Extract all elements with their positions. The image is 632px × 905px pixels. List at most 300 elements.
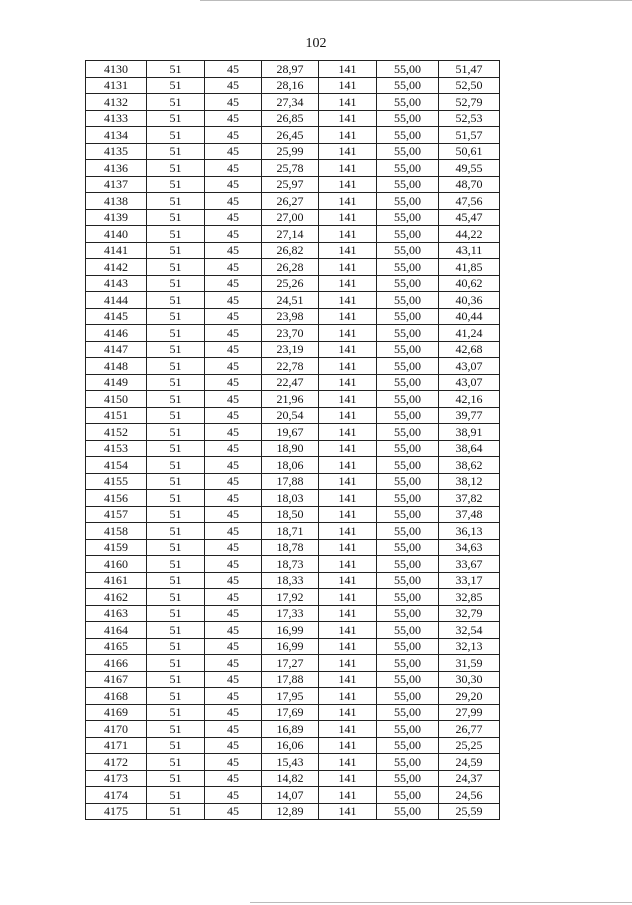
table-cell: 45 <box>205 737 262 754</box>
table-cell: 51 <box>147 638 205 655</box>
table-cell: 55,00 <box>377 292 439 309</box>
table-cell: 51 <box>147 160 205 177</box>
table-cell: 4137 <box>86 176 147 193</box>
table-cell: 38,64 <box>439 440 500 457</box>
table-cell: 45 <box>205 341 262 358</box>
table-row <box>86 737 500 754</box>
table-cell: 55,00 <box>377 127 439 144</box>
table-cell: 26,85 <box>262 110 319 127</box>
table-cell: 141 <box>319 358 377 375</box>
table-cell: 45 <box>205 61 262 78</box>
table-cell: 17,27 <box>262 655 319 672</box>
table-cell: 141 <box>319 704 377 721</box>
table-row <box>86 160 500 177</box>
table-cell: 51 <box>147 242 205 259</box>
table-cell: 36,13 <box>439 523 500 540</box>
table-cell: 14,07 <box>262 787 319 804</box>
table-cell: 25,99 <box>262 143 319 160</box>
table-cell: 4151 <box>86 407 147 424</box>
table-cell: 17,92 <box>262 589 319 606</box>
table-cell: 141 <box>319 473 377 490</box>
table-cell: 4131 <box>86 77 147 94</box>
table-cell: 45 <box>205 506 262 523</box>
table-cell: 55,00 <box>377 754 439 771</box>
table-cell: 141 <box>319 226 377 243</box>
table-cell: 141 <box>319 803 377 820</box>
table-cell: 33,17 <box>439 572 500 589</box>
table-cell: 141 <box>319 506 377 523</box>
table-cell: 45 <box>205 721 262 738</box>
table-cell: 16,99 <box>262 638 319 655</box>
table-cell: 4168 <box>86 688 147 705</box>
table-cell: 41,85 <box>439 259 500 276</box>
table-cell: 4154 <box>86 457 147 474</box>
table-cell: 141 <box>319 341 377 358</box>
table-cell: 4140 <box>86 226 147 243</box>
table-cell: 22,47 <box>262 374 319 391</box>
table-cell: 55,00 <box>377 539 439 556</box>
table-row <box>86 704 500 721</box>
table-cell: 4141 <box>86 242 147 259</box>
table-row <box>86 94 500 111</box>
table-cell: 55,00 <box>377 473 439 490</box>
table-row <box>86 374 500 391</box>
table-row <box>86 424 500 441</box>
table-cell: 45 <box>205 523 262 540</box>
table-cell: 55,00 <box>377 275 439 292</box>
table-cell: 55,00 <box>377 308 439 325</box>
table-cell: 141 <box>319 556 377 573</box>
table-cell: 55,00 <box>377 440 439 457</box>
table-cell: 52,53 <box>439 110 500 127</box>
table-cell: 51 <box>147 391 205 408</box>
table-row <box>86 506 500 523</box>
table-cell: 45 <box>205 704 262 721</box>
table-row <box>86 61 500 78</box>
table-cell: 51 <box>147 77 205 94</box>
table-cell: 141 <box>319 143 377 160</box>
table-cell: 4170 <box>86 721 147 738</box>
table-cell: 45 <box>205 556 262 573</box>
table-cell: 55,00 <box>377 523 439 540</box>
table-cell: 4175 <box>86 803 147 820</box>
table-cell: 141 <box>319 325 377 342</box>
table-cell: 55,00 <box>377 259 439 276</box>
table-cell: 141 <box>319 770 377 787</box>
table-row <box>86 407 500 424</box>
table-row <box>86 490 500 507</box>
table-cell: 51 <box>147 127 205 144</box>
table-row <box>86 539 500 556</box>
table-cell: 4133 <box>86 110 147 127</box>
table-cell: 141 <box>319 737 377 754</box>
table-cell: 4172 <box>86 754 147 771</box>
table-cell: 31,59 <box>439 655 500 672</box>
table-cell: 4164 <box>86 622 147 639</box>
table-cell: 141 <box>319 242 377 259</box>
table-cell: 15,43 <box>262 754 319 771</box>
table-row <box>86 275 500 292</box>
table-cell: 26,82 <box>262 242 319 259</box>
table-cell: 51 <box>147 325 205 342</box>
table-cell: 32,54 <box>439 622 500 639</box>
table-cell: 51 <box>147 292 205 309</box>
table-cell: 51 <box>147 259 205 276</box>
table-cell: 49,55 <box>439 160 500 177</box>
table-cell: 55,00 <box>377 589 439 606</box>
table-cell: 51 <box>147 308 205 325</box>
table-cell: 141 <box>319 787 377 804</box>
table-cell: 23,70 <box>262 325 319 342</box>
table-cell: 24,51 <box>262 292 319 309</box>
table-cell: 4150 <box>86 391 147 408</box>
table-cell: 55,00 <box>377 209 439 226</box>
table-cell: 45 <box>205 259 262 276</box>
table-cell: 27,99 <box>439 704 500 721</box>
table-cell: 141 <box>319 754 377 771</box>
table-row <box>86 473 500 490</box>
table-cell: 51 <box>147 193 205 210</box>
table-cell: 141 <box>319 374 377 391</box>
table-cell: 32,85 <box>439 589 500 606</box>
table-cell: 40,44 <box>439 308 500 325</box>
table-cell: 45 <box>205 275 262 292</box>
scan-edge-top <box>200 0 632 1</box>
table-cell: 51 <box>147 209 205 226</box>
table-cell: 45 <box>205 242 262 259</box>
table-cell: 45 <box>205 127 262 144</box>
table-cell: 45 <box>205 358 262 375</box>
table-cell: 4153 <box>86 440 147 457</box>
table-row <box>86 457 500 474</box>
table-cell: 55,00 <box>377 605 439 622</box>
table-cell: 51 <box>147 407 205 424</box>
table-cell: 141 <box>319 539 377 556</box>
table-cell: 20,54 <box>262 407 319 424</box>
table-cell: 45 <box>205 589 262 606</box>
table-cell: 141 <box>319 572 377 589</box>
table-cell: 141 <box>319 424 377 441</box>
table-row <box>86 440 500 457</box>
table-cell: 51 <box>147 143 205 160</box>
table-row <box>86 655 500 672</box>
table-cell: 4171 <box>86 737 147 754</box>
table-cell: 4159 <box>86 539 147 556</box>
table-cell: 24,37 <box>439 770 500 787</box>
table-cell: 4136 <box>86 160 147 177</box>
table-cell: 55,00 <box>377 457 439 474</box>
table-cell: 55,00 <box>377 94 439 111</box>
table-row <box>86 605 500 622</box>
table-row <box>86 688 500 705</box>
table-cell: 55,00 <box>377 704 439 721</box>
table-cell: 141 <box>319 407 377 424</box>
table-cell: 141 <box>319 110 377 127</box>
table-cell: 43,11 <box>439 242 500 259</box>
table-cell: 45 <box>205 143 262 160</box>
table-cell: 55,00 <box>377 622 439 639</box>
table-cell: 4174 <box>86 787 147 804</box>
table-cell: 141 <box>319 688 377 705</box>
table-row <box>86 638 500 655</box>
table-cell: 18,50 <box>262 506 319 523</box>
table-cell: 4143 <box>86 275 147 292</box>
table-cell: 4135 <box>86 143 147 160</box>
table-cell: 26,28 <box>262 259 319 276</box>
table-cell: 45 <box>205 671 262 688</box>
table-cell: 51 <box>147 61 205 78</box>
table-cell: 51 <box>147 704 205 721</box>
table-cell: 51 <box>147 572 205 589</box>
table-cell: 17,33 <box>262 605 319 622</box>
table-cell: 51,47 <box>439 61 500 78</box>
table-row <box>86 110 500 127</box>
table-cell: 55,00 <box>377 325 439 342</box>
table-cell: 141 <box>319 622 377 639</box>
table-row <box>86 572 500 589</box>
table-cell: 55,00 <box>377 572 439 589</box>
table-cell: 18,78 <box>262 539 319 556</box>
table-cell: 45 <box>205 638 262 655</box>
table-cell: 52,50 <box>439 77 500 94</box>
table-cell: 4167 <box>86 671 147 688</box>
table-cell: 55,00 <box>377 737 439 754</box>
table-cell: 27,14 <box>262 226 319 243</box>
table-cell: 4162 <box>86 589 147 606</box>
table-cell: 39,77 <box>439 407 500 424</box>
table-cell: 55,00 <box>377 226 439 243</box>
table-row <box>86 193 500 210</box>
table-cell: 43,07 <box>439 374 500 391</box>
table-cell: 45 <box>205 77 262 94</box>
table-cell: 55,00 <box>377 556 439 573</box>
table-cell: 4156 <box>86 490 147 507</box>
table-cell: 45 <box>205 226 262 243</box>
table-cell: 14,82 <box>262 770 319 787</box>
table-cell: 45 <box>205 473 262 490</box>
table-cell: 4160 <box>86 556 147 573</box>
table-cell: 141 <box>319 391 377 408</box>
table-row <box>86 292 500 309</box>
table-cell: 55,00 <box>377 424 439 441</box>
table-cell: 45 <box>205 193 262 210</box>
table-cell: 51 <box>147 94 205 111</box>
table-cell: 51 <box>147 424 205 441</box>
table-cell: 51 <box>147 275 205 292</box>
table-cell: 51,57 <box>439 127 500 144</box>
table-row <box>86 391 500 408</box>
table-cell: 55,00 <box>377 110 439 127</box>
table-cell: 40,36 <box>439 292 500 309</box>
table-cell: 55,00 <box>377 688 439 705</box>
table-row <box>86 209 500 226</box>
table-cell: 55,00 <box>377 358 439 375</box>
table-row <box>86 671 500 688</box>
table-cell: 45 <box>205 160 262 177</box>
table-cell: 25,59 <box>439 803 500 820</box>
table-cell: 141 <box>319 94 377 111</box>
table-cell: 55,00 <box>377 490 439 507</box>
table-cell: 17,69 <box>262 704 319 721</box>
table-cell: 55,00 <box>377 143 439 160</box>
table-cell: 45 <box>205 688 262 705</box>
table-cell: 4145 <box>86 308 147 325</box>
table-row <box>86 622 500 639</box>
table-row <box>86 589 500 606</box>
table-cell: 55,00 <box>377 193 439 210</box>
table-cell: 24,56 <box>439 787 500 804</box>
table-cell: 4142 <box>86 259 147 276</box>
table-cell: 51 <box>147 473 205 490</box>
table-row <box>86 176 500 193</box>
table-cell: 51 <box>147 803 205 820</box>
table-row <box>86 259 500 276</box>
table-cell: 141 <box>319 523 377 540</box>
table-cell: 45 <box>205 325 262 342</box>
table-row <box>86 770 500 787</box>
table-cell: 23,19 <box>262 341 319 358</box>
table-cell: 51 <box>147 737 205 754</box>
table-cell: 55,00 <box>377 176 439 193</box>
table-cell: 45 <box>205 787 262 804</box>
table-cell: 55,00 <box>377 341 439 358</box>
table-cell: 18,33 <box>262 572 319 589</box>
table-cell: 42,68 <box>439 341 500 358</box>
table-cell: 32,79 <box>439 605 500 622</box>
table-cell: 19,67 <box>262 424 319 441</box>
table-row <box>86 556 500 573</box>
table-cell: 51 <box>147 341 205 358</box>
table-cell: 43,07 <box>439 358 500 375</box>
table-cell: 50,61 <box>439 143 500 160</box>
table-cell: 141 <box>319 176 377 193</box>
table-row <box>86 341 500 358</box>
table-cell: 141 <box>319 605 377 622</box>
table-cell: 28,97 <box>262 61 319 78</box>
table-cell: 45 <box>205 308 262 325</box>
table-cell: 26,27 <box>262 193 319 210</box>
table-cell: 45 <box>205 457 262 474</box>
table-cell: 4166 <box>86 655 147 672</box>
table-cell: 55,00 <box>377 655 439 672</box>
table-row <box>86 242 500 259</box>
page-number: 102 <box>305 36 327 51</box>
table-cell: 51 <box>147 589 205 606</box>
table-cell: 51 <box>147 688 205 705</box>
table-cell: 32,13 <box>439 638 500 655</box>
table-cell: 141 <box>319 259 377 276</box>
table-cell: 42,16 <box>439 391 500 408</box>
table-cell: 4158 <box>86 523 147 540</box>
table-cell: 27,34 <box>262 94 319 111</box>
table-cell: 4163 <box>86 605 147 622</box>
table-cell: 55,00 <box>377 803 439 820</box>
table-cell: 141 <box>319 275 377 292</box>
table-cell: 45 <box>205 209 262 226</box>
table-cell: 45 <box>205 803 262 820</box>
table-cell: 45 <box>205 292 262 309</box>
table-cell: 45 <box>205 176 262 193</box>
table-cell: 51 <box>147 457 205 474</box>
table-cell: 55,00 <box>377 374 439 391</box>
table-cell: 16,89 <box>262 721 319 738</box>
table-cell: 141 <box>319 638 377 655</box>
table-cell: 45 <box>205 490 262 507</box>
table-cell: 4130 <box>86 61 147 78</box>
table-cell: 141 <box>319 490 377 507</box>
table-cell: 27,00 <box>262 209 319 226</box>
table-cell: 34,63 <box>439 539 500 556</box>
table-cell: 37,48 <box>439 506 500 523</box>
data-table <box>85 60 500 820</box>
table-cell: 17,88 <box>262 671 319 688</box>
table-cell: 12,89 <box>262 803 319 820</box>
table-cell: 51 <box>147 605 205 622</box>
table-cell: 55,00 <box>377 160 439 177</box>
table-cell: 141 <box>319 721 377 738</box>
table-cell: 45 <box>205 622 262 639</box>
table-row <box>86 803 500 820</box>
table-row <box>86 226 500 243</box>
table-cell: 21,96 <box>262 391 319 408</box>
table-cell: 141 <box>319 589 377 606</box>
table-cell: 4146 <box>86 325 147 342</box>
table-cell: 141 <box>319 655 377 672</box>
table-cell: 41,24 <box>439 325 500 342</box>
table-cell: 141 <box>319 77 377 94</box>
table-row <box>86 523 500 540</box>
scan-edge-bottom <box>250 902 632 903</box>
table-cell: 18,90 <box>262 440 319 457</box>
table-row <box>86 77 500 94</box>
table-cell: 55,00 <box>377 77 439 94</box>
table-cell: 55,00 <box>377 407 439 424</box>
table-cell: 25,26 <box>262 275 319 292</box>
table-cell: 55,00 <box>377 61 439 78</box>
table-cell: 44,22 <box>439 226 500 243</box>
table-cell: 4169 <box>86 704 147 721</box>
table-cell: 17,88 <box>262 473 319 490</box>
table-cell: 17,95 <box>262 688 319 705</box>
table-cell: 29,20 <box>439 688 500 705</box>
table-cell: 45 <box>205 539 262 556</box>
table-cell: 45 <box>205 424 262 441</box>
table-cell: 18,71 <box>262 523 319 540</box>
table-cell: 28,16 <box>262 77 319 94</box>
table-cell: 4148 <box>86 358 147 375</box>
table-cell: 22,78 <box>262 358 319 375</box>
table-cell: 45 <box>205 440 262 457</box>
table-cell: 51 <box>147 754 205 771</box>
table-cell: 55,00 <box>377 787 439 804</box>
table-row <box>86 754 500 771</box>
table-cell: 4147 <box>86 341 147 358</box>
table-cell: 25,97 <box>262 176 319 193</box>
table-cell: 18,73 <box>262 556 319 573</box>
table-cell: 4144 <box>86 292 147 309</box>
table-row <box>86 127 500 144</box>
table-cell: 141 <box>319 457 377 474</box>
table-cell: 51 <box>147 226 205 243</box>
table-cell: 55,00 <box>377 638 439 655</box>
table-cell: 26,45 <box>262 127 319 144</box>
table-cell: 51 <box>147 770 205 787</box>
table-cell: 4157 <box>86 506 147 523</box>
table-cell: 30,30 <box>439 671 500 688</box>
table-cell: 141 <box>319 671 377 688</box>
table-cell: 16,06 <box>262 737 319 754</box>
table-cell: 4173 <box>86 770 147 787</box>
